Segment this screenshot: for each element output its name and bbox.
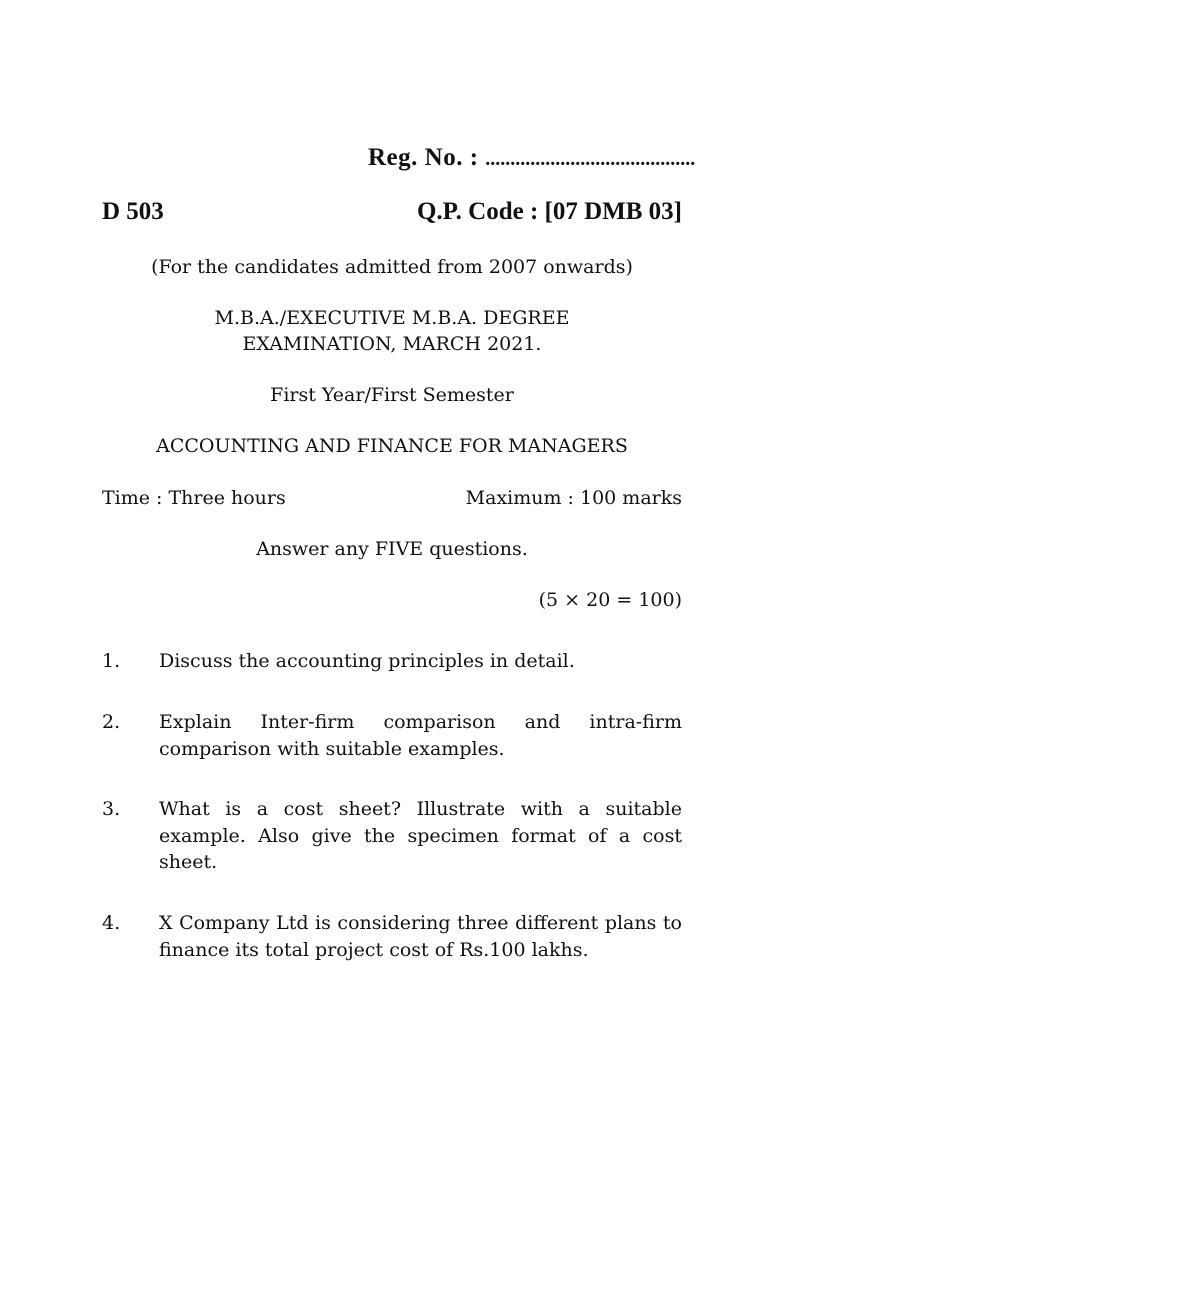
question-number: 1. — [102, 650, 121, 672]
question-item — [102, 709, 682, 762]
question-number: 2. — [102, 711, 121, 733]
question-text: Explain Inter-firm comparison and intra-firm comparison with suitable examples. — [159, 711, 682, 760]
question-item — [102, 648, 682, 675]
registration-number-field — [368, 144, 695, 172]
question-text: Discuss the accounting principles in detail. — [159, 650, 575, 672]
admission-note: (For the candidates admitted from 2007 onwards) — [151, 256, 633, 278]
paper-code: D 503 — [102, 198, 164, 225]
question-number: 3. — [102, 798, 121, 820]
marks-formula: (5 × 20 = 100) — [538, 589, 682, 611]
degree-line-1: M.B.A./EXECUTIVE M.B.A. DEGREE — [214, 307, 570, 329]
instruction: Answer any FIVE questions. — [256, 538, 528, 560]
maximum-marks: Maximum : 100 marks — [465, 487, 682, 509]
question-number: 4. — [102, 912, 121, 934]
qp-code: Q.P. Code : [07 DMB 03] — [416, 198, 682, 225]
degree-line-2: EXAMINATION, MARCH 2021. — [242, 333, 542, 355]
time-marks-row — [102, 485, 682, 511]
reg-dots: .......................................... — [485, 148, 696, 170]
question-item — [102, 796, 682, 876]
question-text: What is a cost sheet? Illustrate with a suitable example. Also give the specimen format of a cost sheet. — [159, 798, 682, 873]
year-semester: First Year/First Semester — [270, 384, 514, 406]
time-allowed: Time : Three hours — [102, 487, 286, 509]
subject-title: ACCOUNTING AND FINANCE FOR MANAGERS — [156, 435, 628, 457]
question-text: X Company Ltd is considering three different plans to finance its total project cost of Rs.100 lakhs. — [159, 912, 682, 961]
reg-label: Reg. No. : — [368, 144, 479, 171]
question-item — [102, 910, 682, 990]
